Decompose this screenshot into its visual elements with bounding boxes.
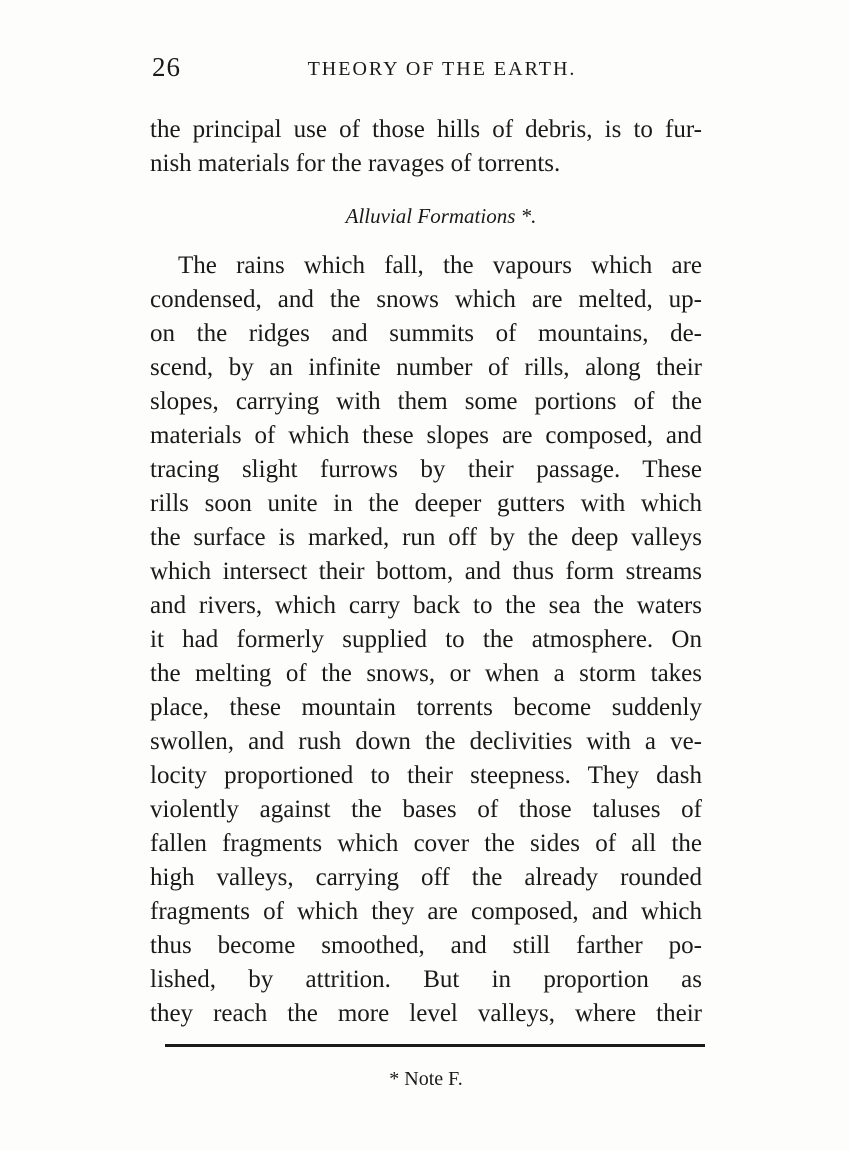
- body-line: the surface is marked, run off by the deep valleys: [150, 524, 702, 551]
- body-line: they reach the more level valleys, where their: [150, 1000, 702, 1027]
- body-line: and rivers, which carry back to the sea the waters: [150, 592, 702, 619]
- body-line: locity proportioned to their steepness. They dash: [150, 762, 702, 789]
- body-line: which intersect their bottom, and thus form streams: [150, 558, 702, 585]
- body-line: swollen, and rush down the declivities with a ve-: [150, 728, 702, 755]
- running-head: [152, 52, 702, 92]
- body-line: lished, by attrition. But in proportion as: [150, 966, 702, 993]
- body-line: rills soon unite in the deeper gutters with which: [150, 490, 702, 517]
- running-title: THEORY OF THE EARTH.: [307, 58, 577, 80]
- body-line: fallen fragments which cover the sides of all the: [150, 830, 702, 857]
- footnote-rule: [165, 1044, 705, 1047]
- body-line: materials of which these slopes are composed, and: [150, 422, 702, 449]
- body-line: fragments of which they are composed, and which: [150, 898, 702, 925]
- body-line: violently against the bases of those taluses of: [150, 796, 702, 823]
- body-line: tracing slight furrows by their passage. These: [150, 456, 702, 483]
- body-line: place, these mountain torrents become suddenly: [150, 694, 702, 721]
- page-number: 26: [152, 52, 181, 82]
- body-line: slopes, carrying with them some portions of the: [150, 388, 702, 415]
- body-line: on the ridges and summits of mountains, de-: [150, 320, 702, 347]
- body-line: it had formerly supplied to the atmosphere. On: [150, 626, 702, 653]
- section-heading: Alluvial Formations *.: [345, 204, 537, 228]
- body-line: The rains which fall, the vapours which are: [178, 252, 702, 279]
- body-line: condensed, and the snows which are melted, up-: [150, 286, 702, 313]
- body-line: scend, by an infinite number of rills, along their: [150, 354, 702, 381]
- body-line: nish materials for the ravages of torrents.: [150, 150, 561, 177]
- body-line: the principal use of those hills of debris, is to fur-: [150, 116, 702, 143]
- body-line: the melting of the snows, or when a storm takes: [150, 660, 702, 687]
- body-line: high valleys, carrying off the already rounded: [150, 864, 702, 891]
- footnote: * Note F.: [389, 1068, 463, 1090]
- body-line: thus become smoothed, and still farther po-: [150, 932, 702, 959]
